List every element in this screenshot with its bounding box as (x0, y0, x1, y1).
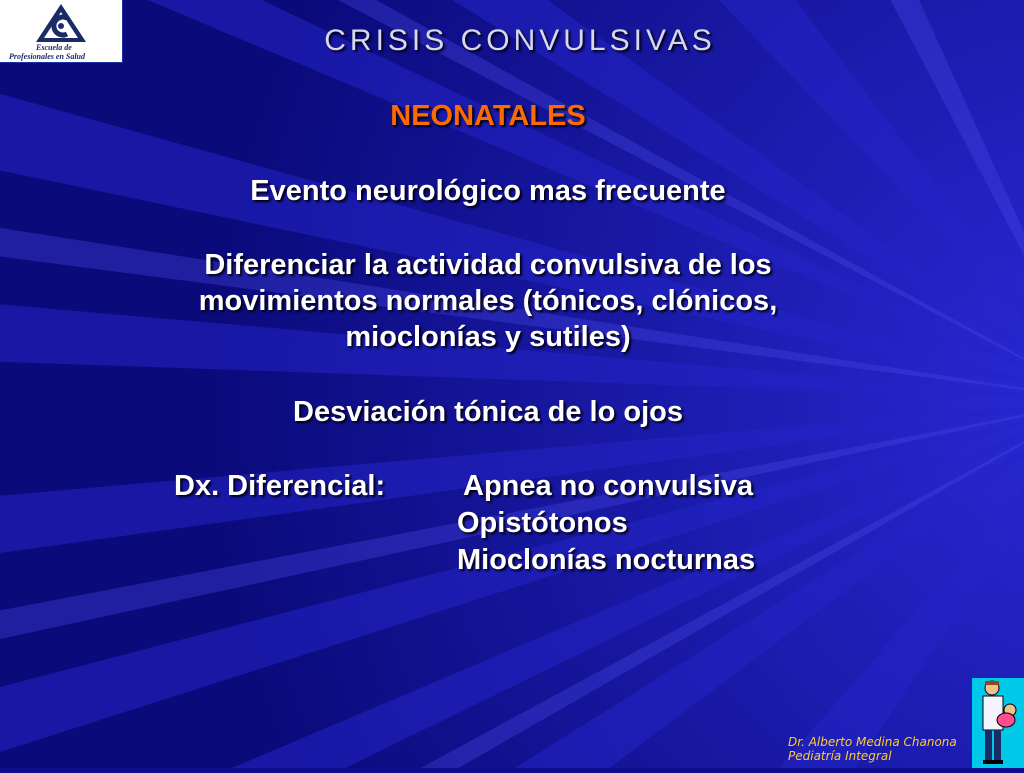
dx-item: Opistótonos (457, 507, 628, 539)
dx-label: Dx. Diferencial: (174, 470, 386, 502)
author-specialty: Pediatría Integral (788, 749, 892, 763)
dx-item: Mioclonías nocturnas (457, 544, 756, 576)
doctor-holding-baby-icon (972, 678, 1024, 768)
logo-text-line1: Escuela de (36, 43, 72, 52)
body-line: Evento neurológico mas frecuente (250, 175, 726, 207)
body-line: mioclonías y sutiles) (345, 321, 631, 353)
slide-title: CRISIS CONVULSIVAS (324, 24, 716, 57)
body-line: Diferenciar la actividad convulsiva de los (204, 249, 772, 281)
author-name: Dr. Alberto Medina Chanona (788, 735, 957, 749)
dx-item: Apnea no convulsiva (463, 470, 754, 502)
logo-text-line2: Profesionales en Salud (9, 52, 86, 61)
body-line: Desviación tónica de lo ojos (293, 396, 683, 428)
body-line: movimientos normales (tónicos, clónicos, (198, 285, 778, 317)
slide-subtitle: NEONATALES (390, 100, 586, 132)
